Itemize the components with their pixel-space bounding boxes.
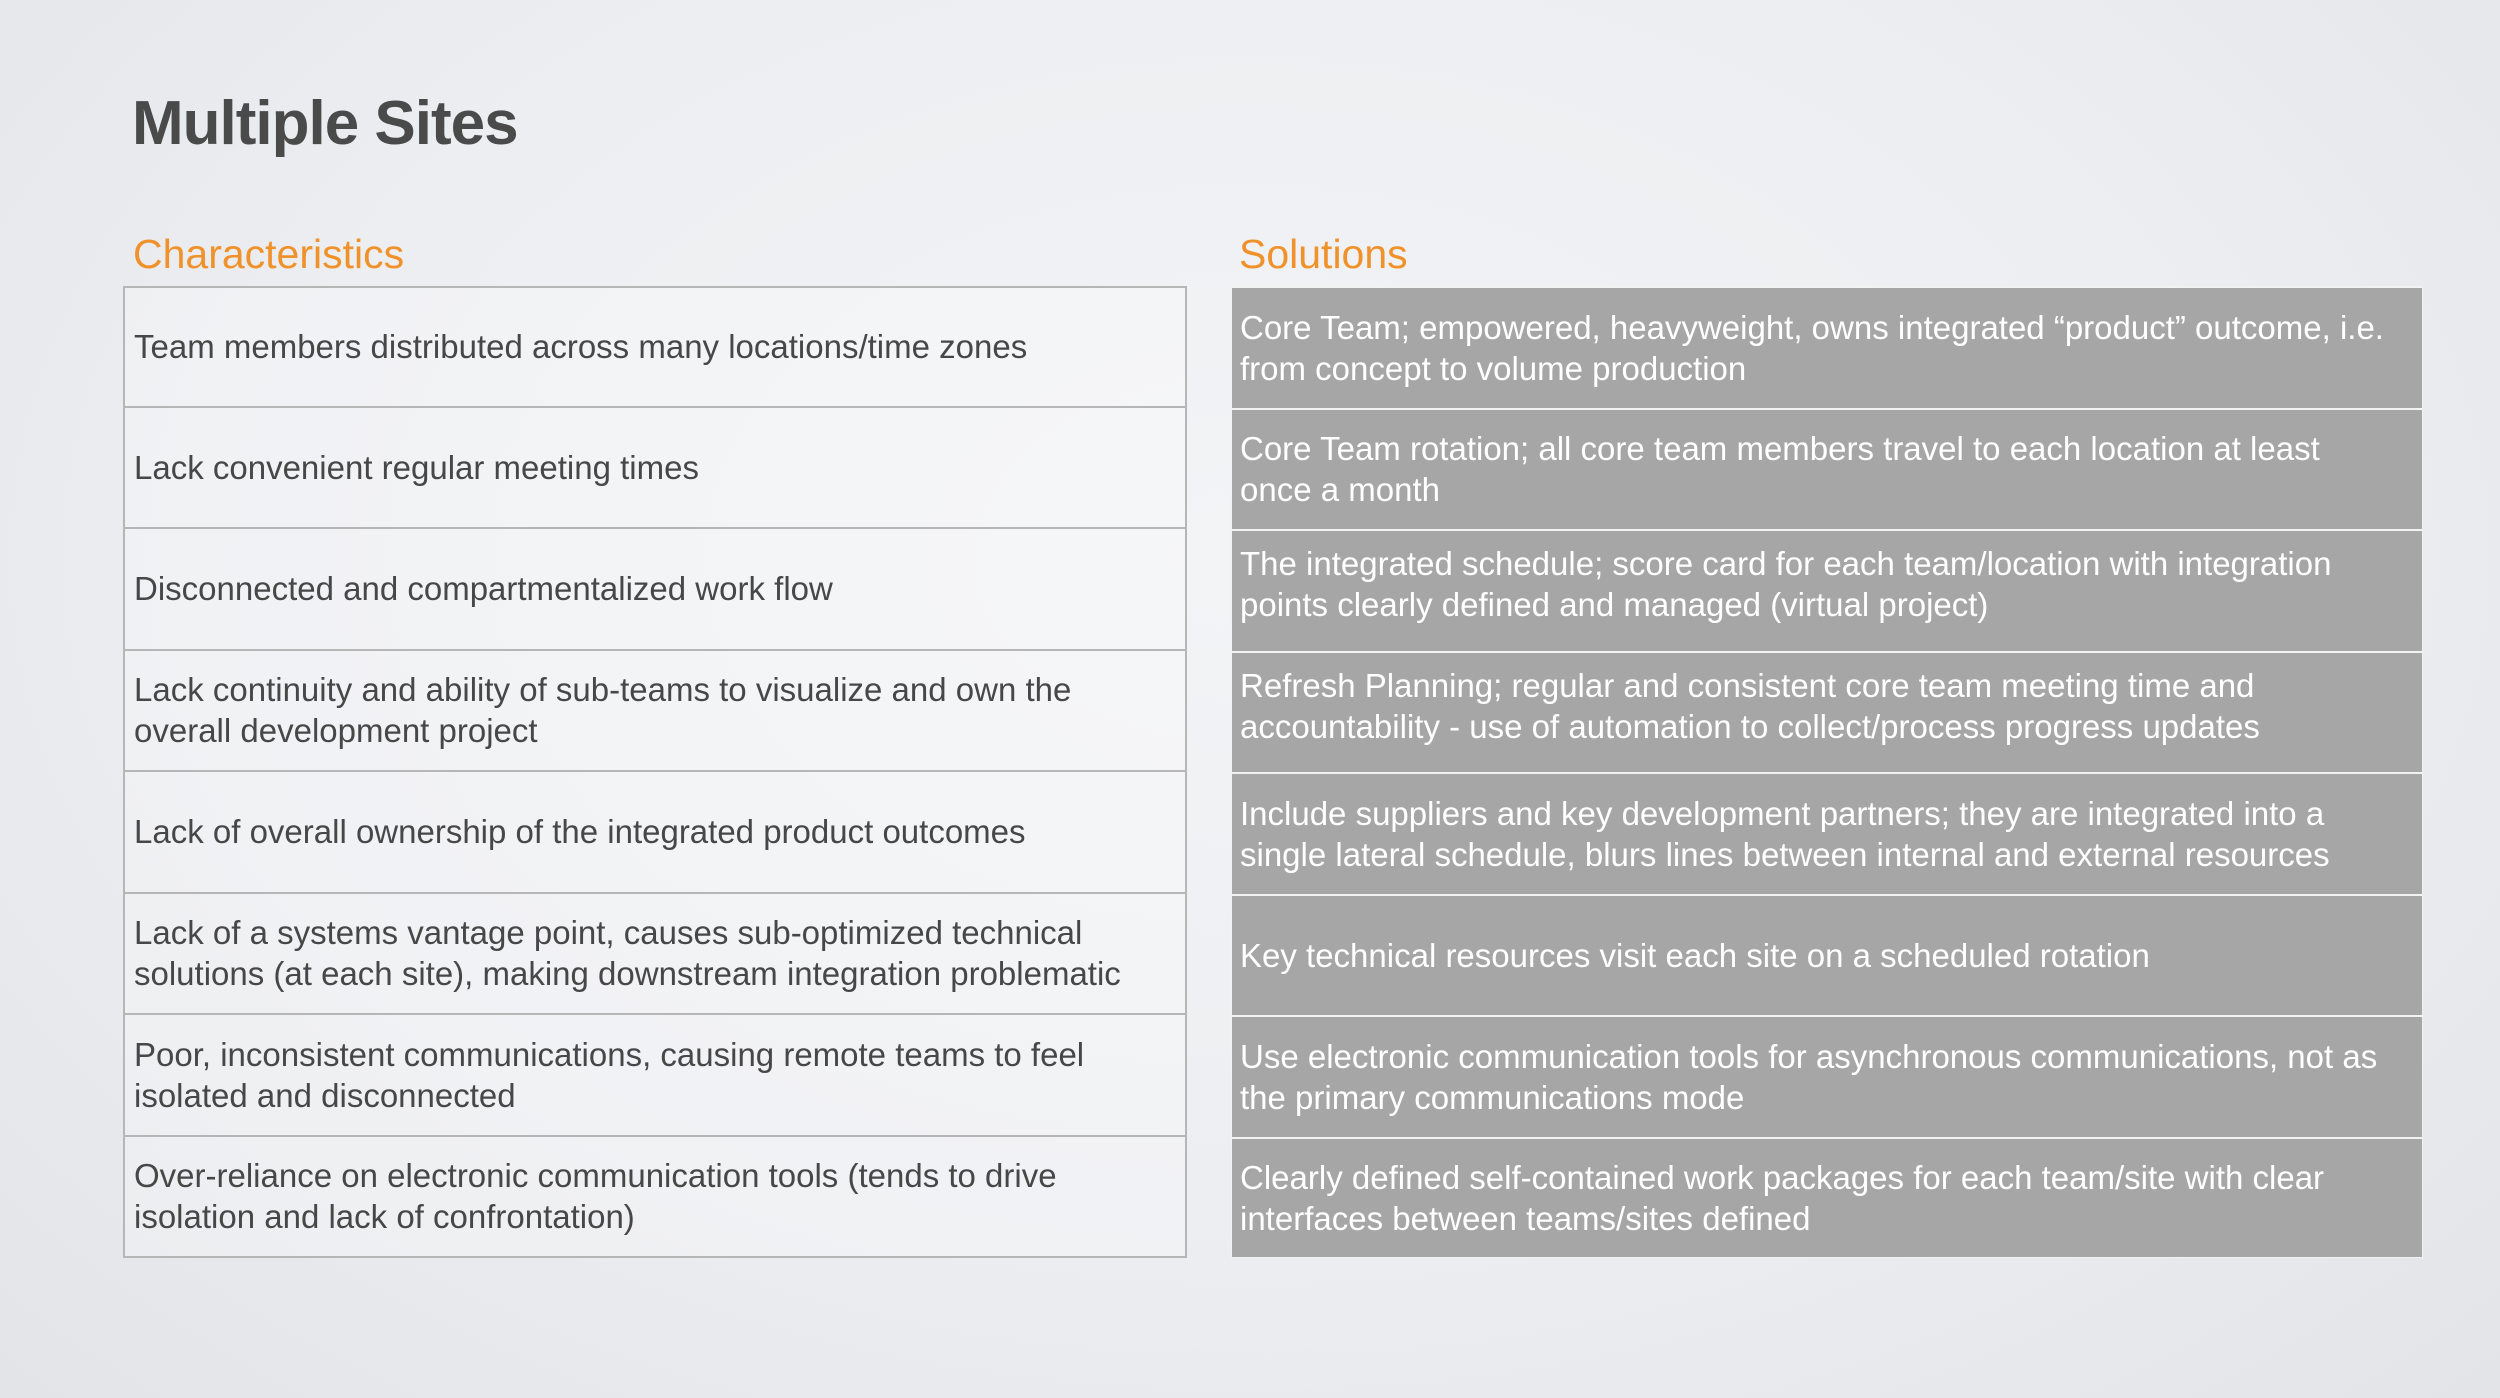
solution-row <box>1231 894 2423 1016</box>
solution-text: Include suppliers and key development partners; they are integrated into a single lateral schedule, blurs lines between internal and external resources <box>1240 794 2330 873</box>
characteristic-text: Lack convenient regular meeting times <box>134 448 699 486</box>
solution-row <box>1231 286 2423 408</box>
characteristics-table <box>123 286 1187 1258</box>
characteristic-text: Over-reliance on electronic communication tools (tends to drive isolation and lack of confrontation) <box>134 1157 1057 1236</box>
solution-row <box>1231 1137 2423 1259</box>
solution-row <box>1231 529 2423 651</box>
characteristic-text: Lack continuity and ability of sub-teams to visualize and own the overall development project <box>134 671 1072 750</box>
solution-text: Key technical resources visit each site on a scheduled rotation <box>1240 936 2150 974</box>
characteristic-row <box>123 529 1187 651</box>
characteristic-text: Lack of a systems vantage point, causes sub-optimized technical solutions (at each site), making downstream integration problematic <box>134 914 1121 993</box>
solutions-table <box>1231 286 2423 1258</box>
solution-row <box>1231 408 2423 530</box>
slide-title: Multiple Sites <box>132 89 518 158</box>
characteristic-row <box>123 651 1187 773</box>
characteristic-row <box>123 408 1187 530</box>
characteristic-row <box>123 772 1187 894</box>
solution-text: Refresh Planning; regular and consistent core team meeting time and accountability - use of automation to collect/process progress updates <box>1240 666 2260 745</box>
solution-row <box>1231 1015 2423 1137</box>
characteristic-text: Lack of overall ownership of the integrated product outcomes <box>134 813 1026 851</box>
characteristic-row <box>123 286 1187 408</box>
characteristic-row <box>123 1137 1187 1259</box>
characteristic-row <box>123 1015 1187 1137</box>
solution-text: Core Team rotation; all core team members travel to each location at least once a month <box>1240 430 2320 509</box>
solutions-header: Solutions <box>1239 231 1408 277</box>
characteristic-row <box>123 894 1187 1016</box>
solution-text: Core Team; empowered, heavyweight, owns integrated “product” outcome, i.e. from concept to volume production <box>1240 308 2384 387</box>
solution-text: Use electronic communication tools for asynchronous communications, not as the primary communications mode <box>1240 1037 2378 1116</box>
solution-text: Clearly defined self-contained work packages for each team/site with clear interfaces between teams/sites defined <box>1240 1158 2325 1237</box>
characteristic-text: Poor, inconsistent communications, causing remote teams to feel isolated and disconnected <box>134 1035 1085 1114</box>
solution-row <box>1231 651 2423 773</box>
characteristic-text: Disconnected and compartmentalized work flow <box>134 570 833 608</box>
characteristics-header: Characteristics <box>133 231 405 277</box>
solution-row <box>1231 772 2423 894</box>
solution-text: The integrated schedule; score card for each team/location with integration points clearly defined and managed (virtual project) <box>1240 545 2332 623</box>
characteristic-text: Team members distributed across many locations/time zones <box>134 328 1028 366</box>
